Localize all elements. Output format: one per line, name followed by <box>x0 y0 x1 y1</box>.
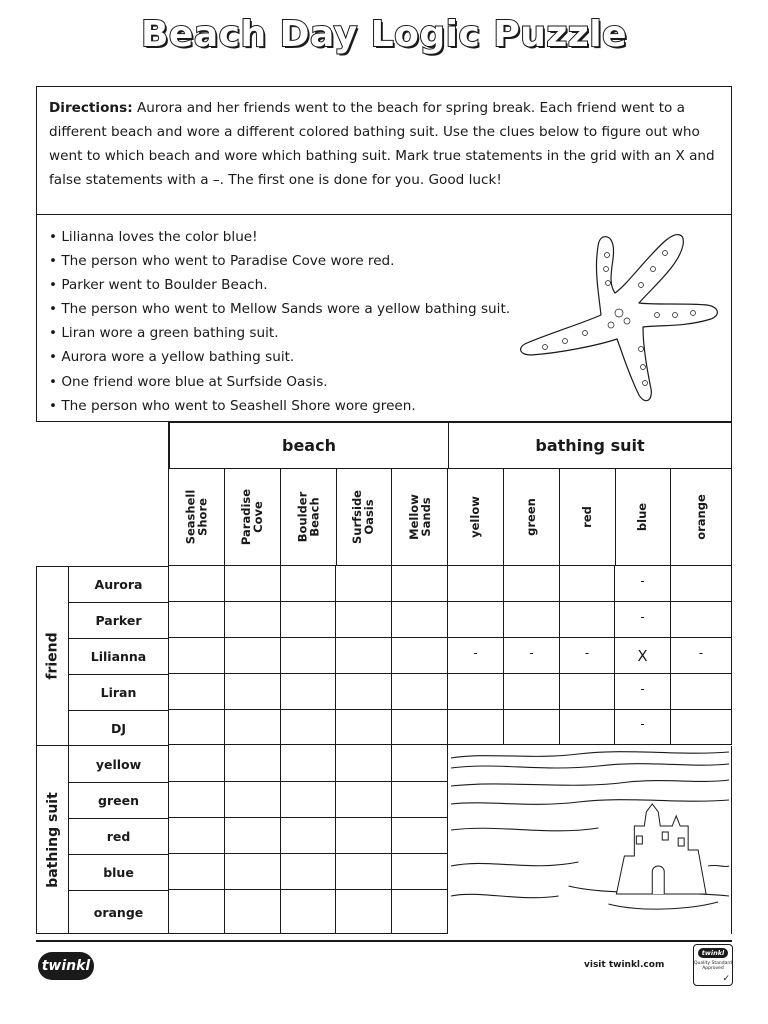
badge-logo: twinkl <box>698 948 729 958</box>
col-label: Boulder Beach <box>295 491 322 543</box>
grid-cell[interactable] <box>169 566 225 602</box>
col-header-paradise-cove <box>225 469 281 566</box>
grid-cell[interactable] <box>225 854 281 890</box>
grid-cell[interactable] <box>336 602 392 638</box>
grid-cell[interactable] <box>448 710 504 745</box>
grid-cell[interactable] <box>392 818 448 854</box>
col-label: red <box>580 506 595 528</box>
grid-cell[interactable] <box>504 674 560 710</box>
grid-cell[interactable] <box>392 745 448 782</box>
grid-corner <box>36 422 169 566</box>
row-header-aurora: Aurora <box>68 566 169 603</box>
col-label: green <box>524 498 539 536</box>
col-label: Paradise Cove <box>239 488 266 546</box>
grid-cell[interactable] <box>336 854 392 890</box>
grid-cell[interactable] <box>281 745 336 782</box>
page-title: Beach Day Logic Puzzle <box>140 14 628 55</box>
row-header-green: green <box>68 782 169 819</box>
grid-cell[interactable]: - <box>615 710 671 745</box>
col-header-green <box>504 469 560 566</box>
row-header-parker: Parker <box>68 602 169 639</box>
grid-cell[interactable] <box>448 674 504 710</box>
row-group-friend <box>36 566 68 746</box>
logic-grid <box>36 422 732 934</box>
grid-cell[interactable]: - <box>448 638 504 674</box>
row-header-orange: orange <box>68 890 169 934</box>
grid-cell[interactable] <box>504 710 560 745</box>
grid-cell[interactable] <box>169 782 225 818</box>
col-header-mellow-sands <box>392 469 448 566</box>
grid-cell[interactable] <box>281 854 336 890</box>
grid-cell[interactable] <box>671 566 732 602</box>
grid-cell[interactable] <box>169 602 225 638</box>
grid-cell[interactable] <box>336 890 392 934</box>
clue-item: • The person who went to Mellow Sands wore a yellow bathing suit. <box>49 301 511 318</box>
row-group-label: bathing suit <box>44 791 61 888</box>
group-header-beach: beach <box>169 422 449 469</box>
grid-cell[interactable] <box>336 745 392 782</box>
grid-cell[interactable] <box>392 782 448 818</box>
grid-cell[interactable] <box>225 602 281 638</box>
col-header-red <box>560 469 616 566</box>
grid-cell[interactable] <box>169 638 225 674</box>
grid-cell[interactable] <box>448 602 504 638</box>
sandcastle-beach-illustration <box>449 746 732 934</box>
grid-cell[interactable] <box>281 602 336 638</box>
grid-cell[interactable] <box>336 818 392 854</box>
grid-cell[interactable] <box>336 638 392 674</box>
starfish-illustration <box>515 229 725 413</box>
col-header-boulder-beach <box>281 469 337 566</box>
grid-cell[interactable] <box>392 710 448 745</box>
grid-cell[interactable] <box>225 674 281 710</box>
grid-cell[interactable] <box>225 890 281 934</box>
grid-cell[interactable] <box>448 566 504 602</box>
row-group-bathing-suit <box>36 745 68 934</box>
grid-cell[interactable] <box>169 890 225 934</box>
grid-cell[interactable] <box>671 602 732 638</box>
col-header-yellow <box>448 469 504 566</box>
badge-text: Quality Standard Approved <box>694 961 732 971</box>
row-header-liran: Liran <box>68 674 169 711</box>
grid-cell[interactable] <box>336 566 392 602</box>
grid-cell[interactable] <box>169 818 225 854</box>
grid-cell[interactable]: X <box>615 638 671 674</box>
clue-item: • Lilianna loves the color blue! <box>49 229 258 245</box>
row-header-yellow: yellow <box>68 745 169 783</box>
grid-cell[interactable] <box>560 710 615 745</box>
grid-cell[interactable] <box>560 674 615 710</box>
grid-cell[interactable] <box>392 566 448 602</box>
check-icon: ✓ <box>722 974 730 984</box>
row-group-label: friend <box>44 632 61 680</box>
grid-cell[interactable] <box>281 674 336 710</box>
col-header-orange <box>671 469 732 566</box>
grid-cell[interactable] <box>392 638 448 674</box>
clue-item: • The person who went to Paradise Cove wore red. <box>49 253 395 270</box>
col-header-blue <box>615 469 671 566</box>
grid-cell[interactable] <box>281 818 336 854</box>
grid-cell[interactable] <box>225 818 281 854</box>
grid-cell[interactable] <box>169 710 225 745</box>
grid-cell[interactable]: - <box>615 674 671 710</box>
grid-cell[interactable] <box>281 782 336 818</box>
instructions-box <box>36 86 732 422</box>
grid-cell[interactable] <box>281 890 336 934</box>
title-wrapper <box>0 14 768 55</box>
clue-item: • Liran wore a green bathing suit. <box>49 325 279 342</box>
footer-divider <box>36 940 732 942</box>
twinkl-logo[interactable]: twinkl <box>38 952 94 980</box>
grid-cell[interactable] <box>392 674 448 710</box>
grid-cell[interactable]: - <box>671 638 732 674</box>
directions-label: Directions: <box>49 100 133 116</box>
grid-cell[interactable] <box>336 710 392 745</box>
grid-cell[interactable] <box>504 602 560 638</box>
grid-cell[interactable] <box>225 638 281 674</box>
col-label: Seashell Shore <box>183 489 210 545</box>
row-header-dj: DJ <box>68 710 169 746</box>
col-label: blue <box>635 502 650 532</box>
clue-item: • Parker went to Boulder Beach. <box>49 277 268 294</box>
row-header-lilianna: Lilianna <box>68 638 169 675</box>
col-label: Mellow Sands <box>406 494 433 540</box>
grid-cell[interactable] <box>225 566 281 602</box>
clue-item: • The person who went to Seashell Shore wore green. <box>49 397 416 414</box>
grid-cell[interactable] <box>671 674 732 710</box>
grid-cell[interactable] <box>560 602 615 638</box>
grid-cell[interactable] <box>169 674 225 710</box>
col-label: yellow <box>468 496 483 538</box>
grid-cell[interactable] <box>336 674 392 710</box>
grid-cell[interactable] <box>281 566 336 602</box>
grid-cell[interactable] <box>392 602 448 638</box>
grid-cell[interactable] <box>281 710 336 745</box>
row-header-red: red <box>68 818 169 855</box>
clue-item: • One friend wore blue at Surfside Oasis. <box>49 373 328 390</box>
group-header-bathing-suit: bathing suit <box>448 422 732 469</box>
grid-cell[interactable] <box>504 566 560 602</box>
directions <box>37 87 731 215</box>
grid-cell[interactable] <box>392 890 448 934</box>
clue-item: • Aurora wore a yellow bathing suit. <box>49 349 295 366</box>
grid-cell[interactable] <box>169 854 225 890</box>
grid-cell[interactable]: - <box>615 602 671 638</box>
col-header-surfside-oasis <box>336 469 392 566</box>
grid-cell[interactable]: - <box>615 566 671 602</box>
row-header-blue: blue <box>68 854 169 891</box>
grid-cell[interactable] <box>225 782 281 818</box>
grid-cell[interactable] <box>392 854 448 890</box>
col-header-seashell-shore <box>169 469 225 566</box>
grid-cell[interactable] <box>560 566 615 602</box>
grid-cell[interactable] <box>336 782 392 818</box>
clue-list <box>49 225 529 418</box>
grid-cell[interactable] <box>225 745 281 782</box>
grid-cell[interactable] <box>671 710 732 745</box>
grid-cell[interactable]: - <box>560 638 615 674</box>
col-label: Surfside Oasis <box>350 490 377 544</box>
grid-cell[interactable] <box>225 710 281 745</box>
quality-badge <box>693 944 733 986</box>
directions-text: Aurora and her friends went to the beach for spring break. Each friend went to a different beach and wore a different colored bathing suit. Use the clues below to figure out who went to which beach and wore which bathing suit. Mark true statements in the grid with an X and false statements with a –. The first one is done for you. Good luck! <box>49 100 715 188</box>
grid-cell[interactable] <box>281 638 336 674</box>
grid-cell[interactable] <box>169 745 225 782</box>
col-label: orange <box>694 494 708 540</box>
visit-link[interactable]: visit twinkl.com <box>584 960 665 970</box>
grid-cell[interactable]: - <box>504 638 560 674</box>
